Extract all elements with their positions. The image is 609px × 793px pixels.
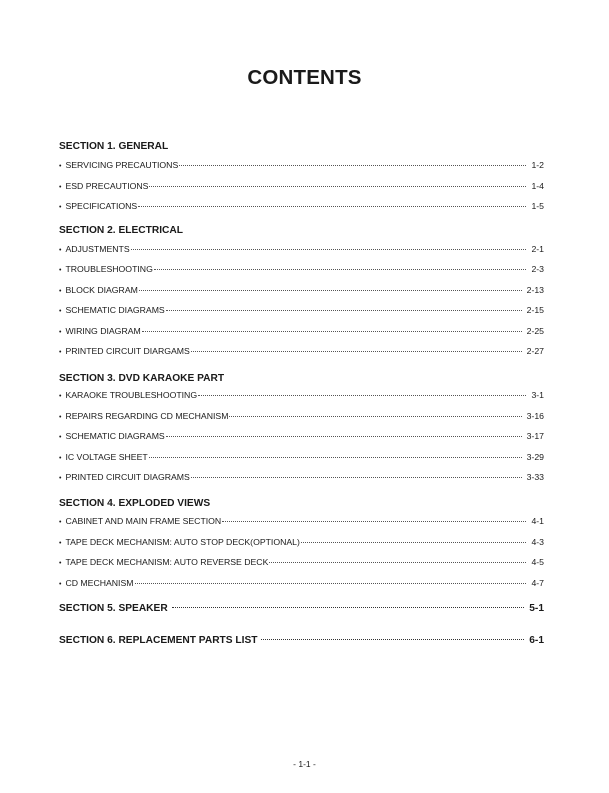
bullet-icon: • xyxy=(59,183,62,191)
dot-leader xyxy=(301,542,527,543)
toc-entry[interactable] xyxy=(59,516,544,528)
bullet-icon: • xyxy=(59,246,62,254)
bullet-icon: • xyxy=(59,433,62,441)
dot-leader xyxy=(229,416,521,417)
toc-entry-page: 2-1 xyxy=(531,244,544,254)
toc-entry[interactable] xyxy=(59,305,544,317)
toc-entry-label: ADJUSTMENTS xyxy=(65,244,130,254)
toc-entry-label: KARAOKE TROUBLESHOOTING xyxy=(65,390,198,400)
toc-entry-page: 2-13 xyxy=(526,285,544,295)
toc-entry[interactable] xyxy=(59,411,544,423)
bullet-icon: • xyxy=(59,266,62,274)
toc-entry[interactable] xyxy=(59,244,544,256)
toc-entry[interactable] xyxy=(59,160,544,172)
toc-entry-label: SPECIFICATIONS xyxy=(65,201,138,211)
bullet-icon: • xyxy=(59,474,62,482)
toc-entry-label: PRINTED CIRCUIT DIARGAMS xyxy=(65,346,190,356)
dot-leader xyxy=(172,607,525,608)
dot-leader xyxy=(149,186,526,187)
dot-leader xyxy=(149,457,522,458)
bullet-icon: • xyxy=(59,580,62,588)
bullet-icon: • xyxy=(59,392,62,400)
dot-leader xyxy=(261,639,524,640)
toc-entry-page: 4-1 xyxy=(531,516,544,526)
toc-section-entry[interactable] xyxy=(59,635,544,649)
toc-entry[interactable] xyxy=(59,472,544,484)
dot-leader xyxy=(131,249,527,250)
toc-entry[interactable] xyxy=(59,431,544,443)
toc-entry-page: 3-29 xyxy=(526,452,544,462)
toc-entry-label: BLOCK DIAGRAM xyxy=(65,285,138,295)
toc-entry[interactable] xyxy=(59,285,544,297)
bullet-icon: • xyxy=(59,203,62,211)
toc-entry-page: 5-1 xyxy=(529,603,544,614)
toc-entry-label: PRINTED CIRCUIT DIAGRAMS xyxy=(65,472,190,482)
toc-entry-page: 3-1 xyxy=(531,390,544,400)
bullet-icon: • xyxy=(59,162,62,170)
section-heading: SECTION 2. ELECTRICAL xyxy=(59,225,183,236)
dot-leader xyxy=(166,310,522,311)
dot-leader xyxy=(142,331,522,332)
section-heading: SECTION 3. DVD KARAOKE PART xyxy=(59,373,225,384)
toc-entry[interactable] xyxy=(59,452,544,464)
dot-leader xyxy=(191,477,522,478)
toc-entry-label: REPAIRS REGARDING CD MECHANISM xyxy=(65,411,229,421)
toc-entry-label: WIRING DIAGRAM xyxy=(65,326,141,336)
toc-entry[interactable] xyxy=(59,537,544,549)
dot-leader xyxy=(139,290,522,291)
toc-entry[interactable] xyxy=(59,390,544,402)
toc-entry-label: SECTION 5. SPEAKER xyxy=(59,603,168,614)
toc-entry-label: SCHEMATIC DIAGRAMS xyxy=(65,305,165,315)
toc-entry-page: 1-2 xyxy=(531,160,544,170)
toc-entry-label: CABINET AND MAIN FRAME SECTION xyxy=(65,516,222,526)
toc-entry-label: SECTION 6. REPLACEMENT PARTS LIST xyxy=(59,635,258,646)
dot-leader xyxy=(138,206,526,207)
toc-entry[interactable] xyxy=(59,181,544,193)
toc-entry-label: IC VOLTAGE SHEET xyxy=(65,452,148,462)
toc-entry-page: 1-5 xyxy=(531,201,544,211)
toc-entry-page: 6-1 xyxy=(529,635,544,646)
dot-leader xyxy=(166,436,522,437)
section-heading: SECTION 1. GENERAL xyxy=(59,141,169,152)
toc-entry-page: 3-16 xyxy=(526,411,544,421)
toc-entry-label: SCHEMATIC DIAGRAMS xyxy=(65,431,165,441)
bullet-icon: • xyxy=(59,307,62,315)
dot-leader xyxy=(198,395,526,396)
toc-entry-page: 4-3 xyxy=(531,537,544,547)
bullet-icon: • xyxy=(59,328,62,336)
toc-entry-label: SERVICING PRECAUTIONS xyxy=(65,160,179,170)
dot-leader xyxy=(154,269,527,270)
toc-entry-page: 4-7 xyxy=(531,578,544,588)
toc-entry[interactable] xyxy=(59,578,544,590)
toc-entry-page: 2-27 xyxy=(526,346,544,356)
bullet-icon: • xyxy=(59,559,62,567)
toc-entry-label: TAPE DECK MECHANISM: AUTO STOP DECK(OPTIONAL) xyxy=(65,537,300,547)
toc-entry-page: 2-25 xyxy=(526,326,544,336)
bullet-icon: • xyxy=(59,413,62,421)
dot-leader xyxy=(222,521,526,522)
dot-leader xyxy=(135,583,527,584)
toc-entry[interactable] xyxy=(59,557,544,569)
toc-entry-page: 4-5 xyxy=(531,557,544,567)
bullet-icon: • xyxy=(59,518,62,526)
toc-entry[interactable] xyxy=(59,346,544,358)
page-number: - 1-1 - xyxy=(293,759,316,769)
toc-entry-page: 1-4 xyxy=(531,181,544,191)
dot-leader xyxy=(179,165,526,166)
dot-leader xyxy=(191,351,522,352)
toc-entry-label: TAPE DECK MECHANISM: AUTO REVERSE DECK xyxy=(65,557,269,567)
toc-section-entry[interactable] xyxy=(59,603,544,617)
bullet-icon: • xyxy=(59,454,62,462)
bullet-icon: • xyxy=(59,348,62,356)
bullet-icon: • xyxy=(59,539,62,547)
toc-entry-label: ESD PRECAUTIONS xyxy=(65,181,149,191)
toc-entry[interactable] xyxy=(59,201,544,213)
section-heading: SECTION 4. EXPLODED VIEWS xyxy=(59,498,211,509)
page-title: CONTENTS xyxy=(247,66,362,89)
toc-entry-page: 3-33 xyxy=(526,472,544,482)
toc-entry[interactable] xyxy=(59,326,544,338)
toc-entry[interactable] xyxy=(59,264,544,276)
toc-entry-label: TROUBLESHOOTING xyxy=(65,264,153,274)
toc-entry-page: 2-15 xyxy=(526,305,544,315)
toc-entry-label: CD MECHANISM xyxy=(65,578,134,588)
toc-entry-page: 2-3 xyxy=(531,264,544,274)
dot-leader xyxy=(269,562,526,563)
bullet-icon: • xyxy=(59,287,62,295)
toc-entry-page: 3-17 xyxy=(526,431,544,441)
